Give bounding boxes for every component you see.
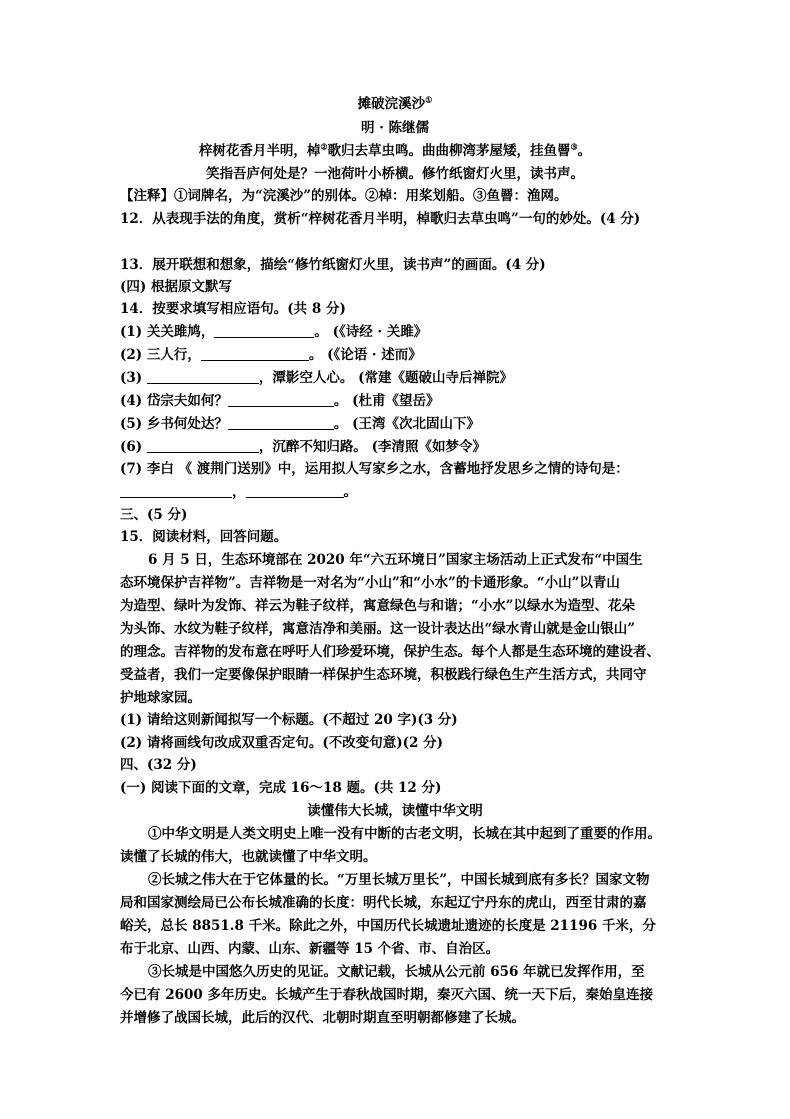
q14-item-3-prefix: (3) <box>120 370 147 386</box>
q14-item-4 <box>120 391 439 411</box>
poem-title-text: 摊破浣溪沙 <box>357 96 426 112</box>
q15-paragraph-line-2: 态环境保护吉祥物”。吉祥物是一对名为“小山”和“小水”的卡通形象。“小山”以青山 <box>120 575 620 591</box>
poem-line-1-part-b: 歌归去草虫鸣。曲曲柳湾茅屋矮，挂鱼罾 <box>327 143 571 159</box>
reading-title: 读懂伟大长城，读懂中华文明 <box>307 803 483 819</box>
q14-item-1-blank[interactable] <box>214 323 314 338</box>
q14-item-6-prefix: (6) <box>120 439 147 455</box>
reading-para-2-line-3: 峪关，总长 8851.8 千米。除此之外，中国历代长城遗址遗迹的长度是 21196 千米，分 <box>120 918 656 934</box>
q14-item-7-blank-1[interactable] <box>120 483 232 498</box>
poem-line-1-footnote-2: ② <box>320 141 328 152</box>
question-14-header: 14．按要求填写相应语句。(共 8 分) <box>120 301 346 317</box>
reading-para-1-line-2: 读懂了长城的伟大，也就读懂了中华文明。 <box>120 849 377 865</box>
q14-item-2-prefix: (2) 三人行， <box>120 347 201 363</box>
poem-line-1-part-a: 梓树花香月半明，棹 <box>198 143 321 159</box>
q14-item-2-blank[interactable] <box>201 346 309 361</box>
q14-item-7-answer-line <box>120 482 357 502</box>
q14-item-7-separator: ， <box>232 484 246 500</box>
poem-author: 明 · 陈继儒 <box>360 120 430 136</box>
q14-item-7-end: 。 <box>343 484 357 500</box>
section-3-header: 三、(5 分) <box>120 507 188 523</box>
q14-item-5 <box>120 414 480 434</box>
q14-item-3-blank[interactable] <box>147 369 259 384</box>
poem-line-1-footnote-3: ③ <box>570 141 578 152</box>
poem-notes: 【注释】①词牌名，为“浣溪沙”的别体。②棹：用桨划船。③鱼罾：渔网。 <box>120 188 568 204</box>
q15-paragraph-line-6: 受益者，我们一定要像保护眼睛一样保护生态环境，积极践行绿色生产生活方式，共同守 <box>120 667 647 683</box>
q14-item-4-blank[interactable] <box>228 392 334 407</box>
section-4-header: (四) 根据原文默写 <box>120 279 232 295</box>
q14-item-6 <box>120 437 486 457</box>
q15-subquestion-1: (1) 请给这则新闻拟写一个标题。(不超过 20 字)(3 分) <box>120 712 458 728</box>
q14-item-7: (7) 李白 《 渡荆门送别》中，运用拟人写家乡之水，含蓄地抒发思乡之情的诗句是： <box>120 461 629 477</box>
reading-para-2-line-4: 布于北京、山西、内蒙、山东、新疆等 15 个省、市、自治区。 <box>120 941 500 957</box>
q14-item-5-blank[interactable] <box>228 415 334 430</box>
q14-item-4-prefix: (4) 岱宗夫如何？ <box>120 393 228 409</box>
question-15-header: 15．阅读材料，回答问题。 <box>120 529 288 545</box>
q14-item-1 <box>120 322 427 342</box>
q15-paragraph-line-4: 为头饰、水纹为鞋子纹样，寓意洁净和美丽。这一设计表达出“绿水青山就是金山银山” <box>120 621 636 637</box>
reading-para-3-line-2: 今已有 2600 多年历史。长城产生于春秋战国时期，秦灭六国、统一天下后，秦始皇连接 <box>120 987 653 1003</box>
poem-title <box>0 94 790 114</box>
q15-paragraph-line-5: 的理念。吉祥物的发布意在呼吁人们珍爱环境，保护生态。每个人都是生态环境的建设者、 <box>120 644 660 660</box>
q14-item-2 <box>120 345 422 365</box>
q15-subquestion-2: (2) 请将画线句改成双重否定句。(不改变句意)(2 分) <box>120 735 444 751</box>
reading-para-2-line-1: ②长城之伟大在于它体量的长。“万里长城万里长”，中国长城到底有多长？国家文物 <box>148 872 650 888</box>
q14-item-4-suffix: 。 (杜甫《望岳》 <box>333 393 440 409</box>
reading-para-2-line-2: 局和国家测绘局已公布长城准确的长度：明代长城，东起辽宁丹东的虎山，西至甘肃的嘉 <box>120 895 647 911</box>
q15-paragraph-line-1: 6 月 5 日，生态环境部在 2020 年“六五环境日”国家主场活动上正式发布“中国生 <box>148 552 643 568</box>
q14-item-5-prefix: (5) 乡书何处达？ <box>120 416 228 432</box>
reading-header: (一) 阅读下面的文章，完成 16～18 题。(共 12 分) <box>120 780 442 796</box>
reading-para-3-line-1: ③长城是中国悠久历史的见证。文献记载，长城从公元前 656 年就已发挥作用，至 <box>148 964 645 980</box>
question-12: 12．从表现手法的角度，赏析“梓树花香月半明，棹歌归去草虫鸣”一句的妙处。(4 分) <box>120 211 641 227</box>
question-13: 13．展开联想和想象，描绘“修竹纸窗灯火里，读书声”的画面。(4 分) <box>120 257 546 273</box>
section-4b-header: 四、(32 分) <box>120 757 197 773</box>
reading-para-1-line-1: ①中华文明是人类文明史上唯一没有中断的古老文明，长城在其中起到了重要的作用。 <box>148 826 661 842</box>
q14-item-3-suffix: ，潭影空人心。 (常建《题破山寺后禅院》 <box>258 370 513 386</box>
poem-line-1-part-c: 。 <box>577 143 592 159</box>
q14-item-6-blank[interactable] <box>147 438 259 453</box>
poem-line-1 <box>0 141 790 161</box>
poem-line-2: 笑指吾庐何处是？一池荷叶小桥横。修竹纸窗灯火里，读书声。 <box>206 166 584 182</box>
q14-item-7-blank-2[interactable] <box>246 483 344 498</box>
reading-para-3-line-3: 并增修了战国长城，此后的汉代、北朝时期直至明朝都修建了长城。 <box>120 1010 525 1026</box>
q14-item-3 <box>120 368 513 388</box>
q14-item-5-suffix: 。 (王湾《次北固山下》 <box>333 416 480 432</box>
q14-item-2-suffix: 。 (《论语 · 述而》 <box>308 347 422 363</box>
poem-title-footnote-marker: ① <box>425 94 433 105</box>
q14-item-6-suffix: ，沉醉不知归路。 (李清照《如梦令》 <box>258 439 486 455</box>
q15-paragraph-line-3: 为造型、绿叶为发饰、祥云为鞋子纹样，寓意绿色与和谐；“小水”以绿水为造型、花朵 <box>120 598 636 614</box>
q14-item-1-suffix: 。 (《诗经 · 关雎》 <box>314 324 428 340</box>
q14-item-1-prefix: (1) 关关雎鸠， <box>120 324 215 340</box>
q15-paragraph-line-7: 护地球家园。 <box>120 690 201 706</box>
